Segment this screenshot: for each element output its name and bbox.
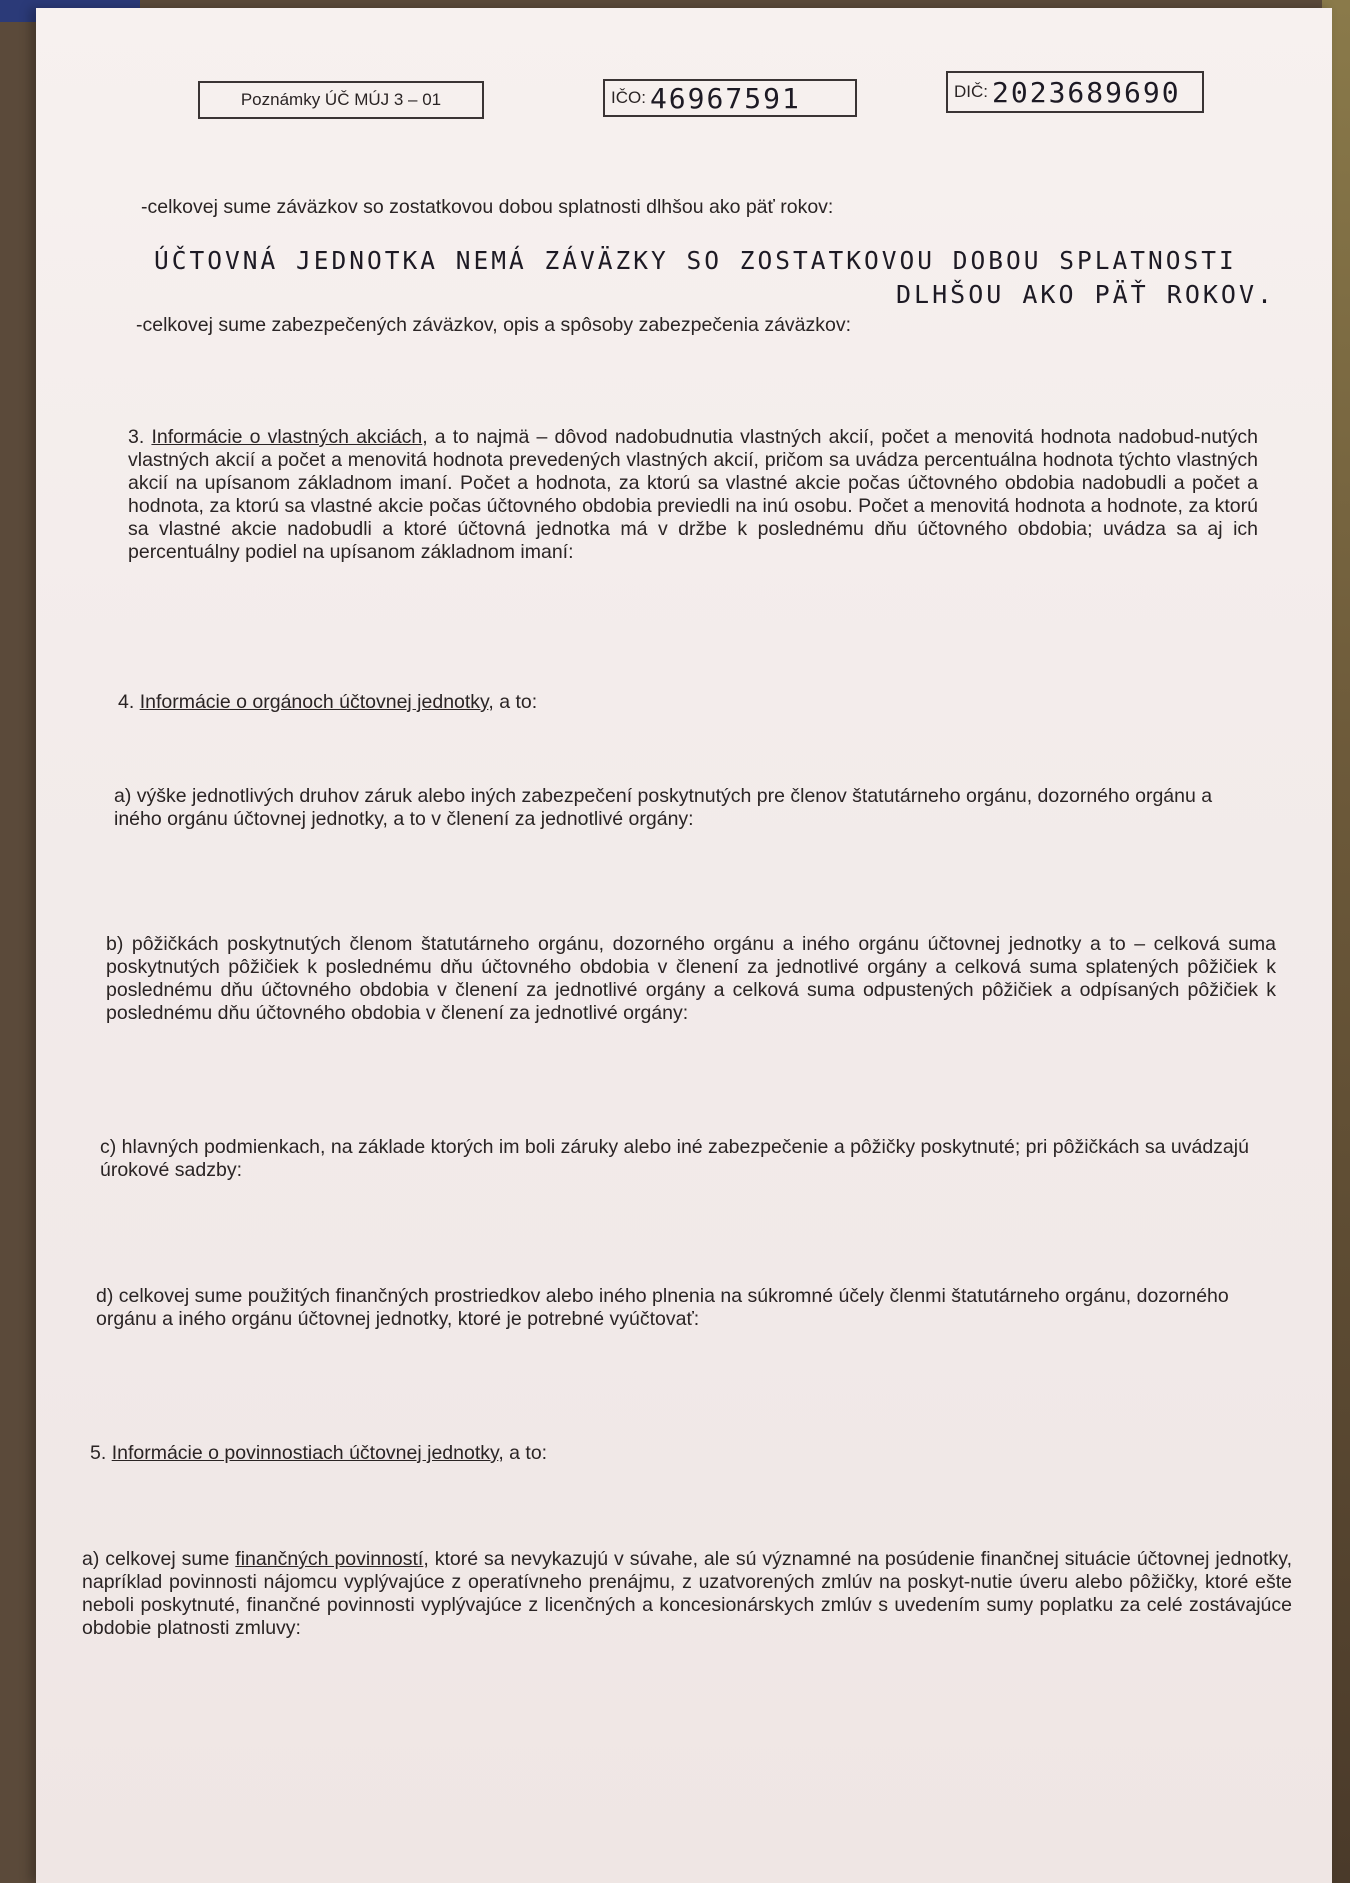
ico-box: [603, 79, 857, 117]
section-3: [128, 426, 1258, 564]
notes-form-label: [198, 81, 484, 119]
document-page: [36, 8, 1332, 1883]
section-4-suffix: , a to:: [488, 691, 538, 713]
section-4b: b) pôžičkách poskytnutých členom štatutárneho orgánu, dozorného orgánu a iného orgánu účtovnej jednotky a to – celková suma poskytnutých pôžičiek k poslednému dňu účtovného obdobia v členení za jednotlivé orgány a celková suma splatených pôžičiek k poslednému dňu účtovného obdobia v členení za jednotlivé orgány a celková suma odpustených pôžičiek a odpísaných pôžičiek k poslednému dňu účtovného obdobia v členení za jednotlivé orgány:: [106, 933, 1276, 1024]
handwritten-answer-line1: ÚČTOVNÁ JEDNOTKA NEMÁ ZÁVÄZKY SO ZOSTATKOVOU DOBOU SPLATNOSTI: [154, 246, 1237, 275]
section-3-title: Informácie o vlastných akciách: [151, 426, 423, 448]
secured-debts: -celkovej sume zabezpečených záväzkov, opis a spôsoby zabezpečenia záväzkov:: [136, 314, 852, 336]
ico-value: 46967591: [649, 81, 801, 115]
ico-label: IČO:: [611, 88, 646, 107]
section-4c: c) hlavných podmienkach, na základe ktorých im boli záruky alebo iné zabezpečenie a pôžičky poskytnuté; pri pôžičkách sa uvádzajú úrokové sadzby:: [100, 1136, 1249, 1181]
section-5a-prefix: a) celkovej sume: [82, 1548, 236, 1570]
handwritten-answer-line2: DLHŠOU AKO PÄŤ ROKOV.: [896, 280, 1276, 309]
section-5-heading: [90, 1442, 990, 1465]
debts-over-five-years: -celkovej sume záväzkov so zostatkovou dobou splatnosti dlhšou ako päť rokov:: [141, 196, 834, 218]
dic-value: 2023689690: [992, 75, 1181, 109]
section-5a: [82, 1548, 1292, 1640]
section-5a-financial-obligations: finančných povinností: [235, 1548, 424, 1570]
section-5-title: Informácie o povinnostiach účtovnej jednotky: [111, 1442, 499, 1464]
dic-box: [946, 71, 1204, 113]
section-5a-text: , ktoré sa nevykazujú v súvahe, ale sú významné na posúdenie finančnej situácie účtovnej jednotky, napríklad povinnosti nájomcu vyplývajúce z operatívneho prenájmu, z uzatvorených zmlúv na poskyt-nutie úveru alebo pôžičky, ktoré ešte neboli poskytnuté, finančné povinnosti vyplývajúce z licenčných a koncesionárskych zmlúv s uvedením sumy poplatku za celé zostávajúce obdobie platnosti zmluvy:: [82, 1548, 1292, 1639]
notes-label-text: Poznámky ÚČ MÚJ 3 – 01: [240, 90, 442, 109]
section-5-suffix: , a to:: [498, 1442, 548, 1464]
section-4-number: 4.: [118, 691, 135, 713]
dic-label: DIČ:: [954, 82, 988, 101]
section-4-title: Informácie o orgánoch účtovnej jednotky: [139, 691, 489, 713]
section-4d: d) celkovej sume použitých finančných prostriedkov alebo iného plnenia na súkromné účely členmi štatutárneho orgánu, dozorného orgánu a iného orgánu účtovnej jednotky, ktoré je potrebné vyúčtovať:: [96, 1285, 1229, 1330]
section-4a: a) výške jednotlivých druhov záruk alebo iných zabezpečení poskytnutých pre členov štatutárneho orgánu, dozorného orgánu a iného orgánu účtovnej jednotky, a to v členení za jednotlivé orgány:: [114, 785, 1213, 830]
section-3-text: , a to najmä – dôvod nadobudnutia vlastných akcií, počet a menovitá hodnota nadobud-nutých vlastných akcií a počet a menovitá hodnota prevedených vlastných akcií, pričom sa uvádza percentuálna hodnota týchto vlastných akcií na upísanom základnom imaní. Počet a hodnota, za ktorú sa vlastné akcie počas účtovného obdobia nadobudli a počet a hodnota, za ktorú sa vlastné akcie počas účtovného obdobia previedli na inú osobu. Počet a menovitá hodnota a hodnote, za ktorú sa vlastné akcie nadobudli a ktoré účtovná jednotka má v držbe k poslednému dňu účtovného obdobia; uvádza sa aj ich percentuálny podiel na upísanom základnom imaní:: [128, 426, 1258, 563]
section-5-number: 5.: [90, 1442, 107, 1464]
section-3-number: 3.: [128, 426, 145, 448]
section-4-heading: [118, 691, 1018, 714]
